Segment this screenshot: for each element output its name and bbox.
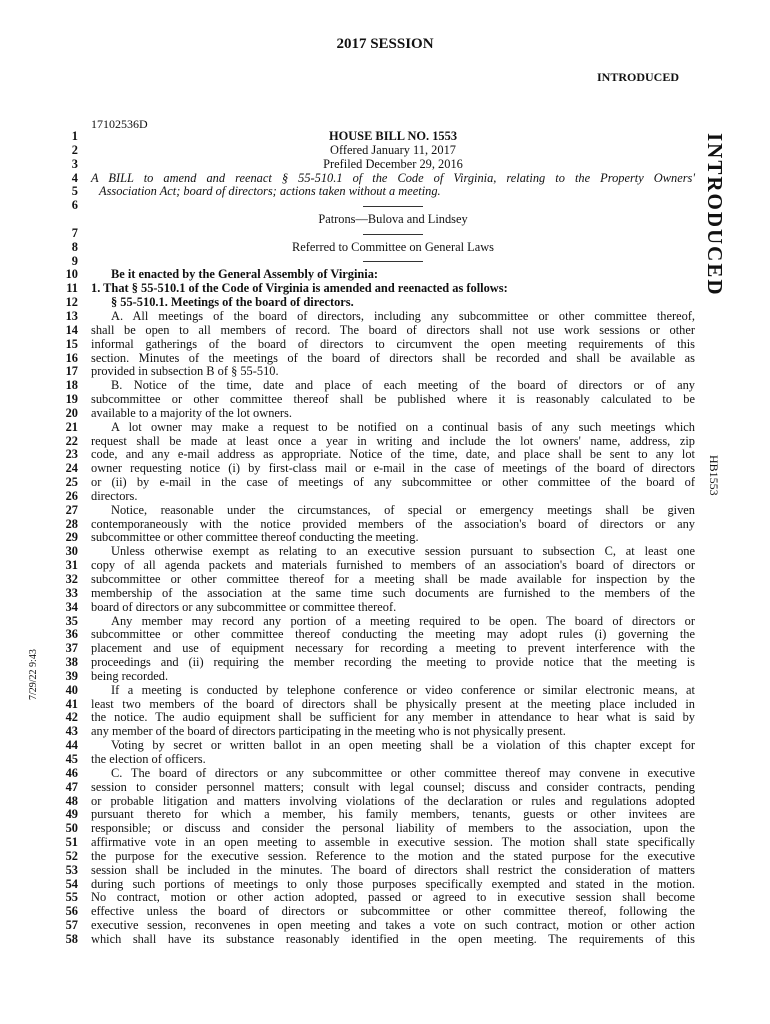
line-number: 5 [71,184,78,199]
line-number: 20 [65,405,78,420]
separator-rule [363,206,423,207]
line-number: 17 [65,364,78,379]
bill-line [0,227,770,241]
line-text: Any member may record any portion of a meeting required to be open. The board of directors or [111,613,695,628]
line-text: effective unless the board of directors or subcommittee or other committee thereof, following the [91,904,695,919]
line-number: 30 [65,544,78,559]
line-number: 45 [65,751,78,766]
bill-line [0,808,770,822]
line-number: 44 [65,738,78,753]
line-number: 38 [65,655,78,670]
bill-line [0,725,770,739]
bill-line [0,601,770,615]
line-text: B. Notice of the time, date and place of each meeting of the board of directors or of any [111,378,695,393]
line-number: 18 [65,378,78,393]
line-number: 31 [65,558,78,573]
line-text: C. The board of directors or any subcommittee or other committee thereof may convene in executive [111,765,695,780]
line-number: 4 [71,170,78,185]
line-text: the election of officers. [91,751,206,766]
line-number: 24 [65,461,78,476]
bill-line [0,642,770,656]
line-number: 16 [65,350,78,365]
line-text: subcommittee or other committee thereof for a meeting shall be made available for inspection by the [91,572,695,586]
line-text: A BILL to amend and reenact § 55-510.1 of the Code of Virginia, relating to the Property Owners' [91,170,695,185]
bill-line [0,615,770,629]
line-text: Voting by secret or written ballot in an open meeting shall be a violation of this chapter except for [111,738,695,753]
bill-line [0,711,770,725]
line-text: the purpose for the executive session. Reference to the motion and the stated purpose for the executive [91,848,695,863]
bill-line [0,531,770,545]
line-number: 39 [65,668,78,683]
line-number: 14 [65,322,78,337]
line-text: informal gatherings of the board of directors to circumvent the open meeting requirements of this [91,336,695,351]
bill-line [0,241,770,255]
bill-line [0,628,770,642]
line-number: 7 [71,225,78,240]
bill-line [0,352,770,366]
status-label: INTRODUCED [597,70,680,84]
line-number: 22 [65,433,78,448]
line-number: 1 [71,129,78,143]
line-number: 25 [65,475,78,490]
line-number: 58 [65,931,78,946]
bill-line [0,393,770,407]
line-text: pursuant thereto for which a member, his family members, tenants, guests or other invitees are [91,807,695,822]
bill-body [0,130,770,947]
bill-line [0,836,770,850]
line-text: subcommittee or other committee thereof conducting the meeting may adopt rules (i) governing the [91,627,695,642]
side-bill-text: HB1553 [707,455,721,496]
line-number: 36 [65,627,78,642]
bill-line [0,891,770,905]
line-number: 41 [65,696,78,711]
bill-line [0,421,770,435]
line-number: 6 [71,198,78,213]
bill-line [0,144,770,158]
line-text: responsible; or discuss and consider the personal liability of members to the association, upon the [91,821,695,836]
line-text: session to consider personnel matters; consult with legal counsel; discuss and consider contracts, pending [91,779,695,794]
line-text: subcommittee or other committee thereof shall be published where it is reasonably calculated to be [91,392,695,407]
line-text: Association Act; board of directors; actions taken without a meeting. [99,184,441,199]
line-number: 33 [65,585,78,600]
line-text [91,199,695,213]
bill-line [0,559,770,573]
line-number: 12 [65,295,78,310]
line-text: owner requesting notice (i) by first-class mail or e-mail in the case of meetings of the board of directors [91,461,695,476]
line-text: Offered January 11, 2017 [330,142,456,157]
line-text [91,227,695,241]
bill-line [0,213,770,227]
line-number: 3 [71,156,78,171]
bill-line [0,864,770,878]
bill-line [0,905,770,919]
bill-line [0,448,770,462]
line-number: 49 [65,807,78,822]
line-text: Be it enacted by the General Assembly of Virginia: [111,267,379,282]
line-number: 19 [65,392,78,407]
line-text: Notice, reasonable under the circumstances, of special or emergency meetings shall be given [111,502,695,517]
bill-line [0,739,770,753]
line-text: 1. That § 55-510.1 of the Code of Virginia is amended and reenacted as follows: [91,281,508,296]
line-number: 2 [71,142,78,157]
line-number: 28 [65,516,78,531]
line-text: or (ii) by e-mail in the case of meetings of any subcommittee or other committee of the board of [91,475,695,490]
line-number: 35 [65,613,78,628]
bill-line [0,365,770,379]
bill-line [0,573,770,587]
line-number: 40 [65,682,78,697]
line-text: provided in subsection B of § 55-510. [91,364,279,379]
line-number: 48 [65,793,78,808]
bill-line [0,310,770,324]
line-text: available to a majority of the lot owners. [91,405,292,420]
line-text: any member of the board of directors participating in the meeting who is not physically present. [91,724,566,739]
line-text: contemporaneously with the notice provided members of the association's board of directors or any [91,516,695,531]
line-text: placement and use of equipment necessary for recording a meeting to prevent interference with the [91,641,695,656]
line-text: Patrons––Bulova and Lindsey [318,212,468,227]
line-text: executive session, reconvenes in open meeting and takes a vote on such contract, motion or other action [91,918,695,933]
line-number: 50 [65,821,78,836]
line-text: HOUSE BILL NO. 1553 [328,129,458,143]
bill-line [0,587,770,601]
line-text: or probable litigation and matters involving violations of the declaration or rules and regulations adopted [91,793,695,808]
bill-line [0,698,770,712]
line-text: shall be open to all members of record. The board of directors shall not use work sessions or other [91,322,695,337]
line-number: 47 [65,779,78,794]
line-number: 37 [65,641,78,656]
line-number: 21 [65,419,78,434]
bill-line [0,338,770,352]
line-text: least two members of the board of directors shall be physically present at the meeting place included in [91,696,695,711]
line-text: board of directors or any subcommittee or committee thereof. [91,599,397,614]
bill-line [0,656,770,670]
line-text: which shall have its substance reasonably identified in the open meeting. The requirements of this [91,931,695,946]
line-number: 15 [65,336,78,351]
bill-line [0,282,770,296]
line-number: 42 [65,710,78,725]
line-number: 43 [65,724,78,739]
bill-line [0,822,770,836]
line-text: section. Minutes of the meetings of the board of directors shall be recorded and shall be available as [91,350,695,365]
side-date-text: 7/29/22 9:43 [28,649,39,700]
bill-line [0,850,770,864]
line-number: 55 [65,890,78,905]
line-text: session shall be included in the minutes. The board of directors shall restrict the consideration of matters [91,862,695,877]
line-number: 10 [65,267,78,282]
line-number: 23 [65,447,78,462]
line-text: copy of all agenda packets and materials furnished to members of an association's board of directors or [91,558,695,573]
bill-line [0,781,770,795]
line-number: 34 [65,599,78,614]
bill-line [0,185,770,199]
line-number: 46 [65,765,78,780]
line-number: 56 [65,904,78,919]
bill-line [0,670,770,684]
bill-line [0,130,770,144]
line-number: 11 [66,281,78,296]
line-number: 53 [65,862,78,877]
line-text: If a meeting is conducted by telephone conference or video conference or similar electronic means, at [111,682,695,697]
line-text: the notice. The audio equipment shall be sufficient for any member in attendance to hear what is said by [91,710,695,725]
line-text: directors. [91,488,138,503]
line-text: Prefiled December 29, 2016 [323,156,463,171]
line-number: 8 [71,239,78,254]
line-text [91,255,695,269]
line-number: 26 [65,488,78,503]
line-text: during such portions of meetings to only those purposes specifically exempted and stated in the motion. [91,876,695,891]
side-introduced-text: INTRODUCED [703,133,727,297]
bill-line [0,933,770,947]
line-text: code, and any e-mail address as appropriate. Notice of the time, date, and place shall be sent to any lot [91,447,695,462]
bill-line [0,379,770,393]
line-text: A lot owner may make a request to be notified on a continual basis of any such meetings which [111,419,695,434]
line-number: 54 [65,876,78,891]
bill-line [0,462,770,476]
separator-rule [363,234,423,235]
line-text: No contract, motion or other action adopted, passed or agreed to in executive session shall become [91,890,695,905]
line-number: 32 [65,572,78,586]
line-number: 51 [65,835,78,850]
bill-line [0,545,770,559]
line-text: membership of the association at the same time such documents are furnished to the members of the [91,585,695,600]
bill-line [0,324,770,338]
line-text: request shall be made at least once a year in writing and include the lot owners' name, address, zip [91,433,695,448]
bill-line [0,255,770,269]
bill-line [0,476,770,490]
line-text: subcommittee or other committee thereof conducting the meeting. [91,530,419,545]
line-text: affirmative vote in an open meeting to assemble in executive session. The motion shall state specifically [91,835,695,850]
line-text: being recorded. [91,668,169,683]
bill-line [0,158,770,172]
line-number: 9 [71,253,78,268]
line-number: 27 [65,502,78,517]
bill-line [0,199,770,213]
bill-line [0,504,770,518]
line-text: A. All meetings of the board of directors, including any subcommittee or other committee thereof, [111,308,695,323]
bill-line [0,795,770,809]
bill-line [0,753,770,767]
bill-line [0,684,770,698]
bill-line [0,767,770,781]
bill-line [0,435,770,449]
bill-line [0,919,770,933]
line-text: § 55-510.1. Meetings of the board of directors. [111,295,354,310]
line-number: 13 [65,308,78,323]
bill-line [0,518,770,532]
line-number: 52 [65,848,78,863]
bill-line [0,172,770,186]
line-number: 29 [65,530,78,545]
bill-document-id: 17102536D [91,117,148,131]
bill-line [0,878,770,892]
session-title: 2017 SESSION [336,36,434,52]
line-text: Referred to Committee on General Laws [292,239,494,254]
line-text: Unless otherwise exempt as relating to an executive session pursuant to subsection C, at least one [111,544,695,559]
line-text: proceedings and (ii) requiring the member recording the meeting to provide notice that the meeting is [91,655,695,670]
line-number: 57 [65,918,78,933]
bill-line [0,407,770,421]
bill-line [0,268,770,282]
separator-rule [363,261,423,262]
bill-line [0,490,770,504]
bill-line [0,296,770,310]
